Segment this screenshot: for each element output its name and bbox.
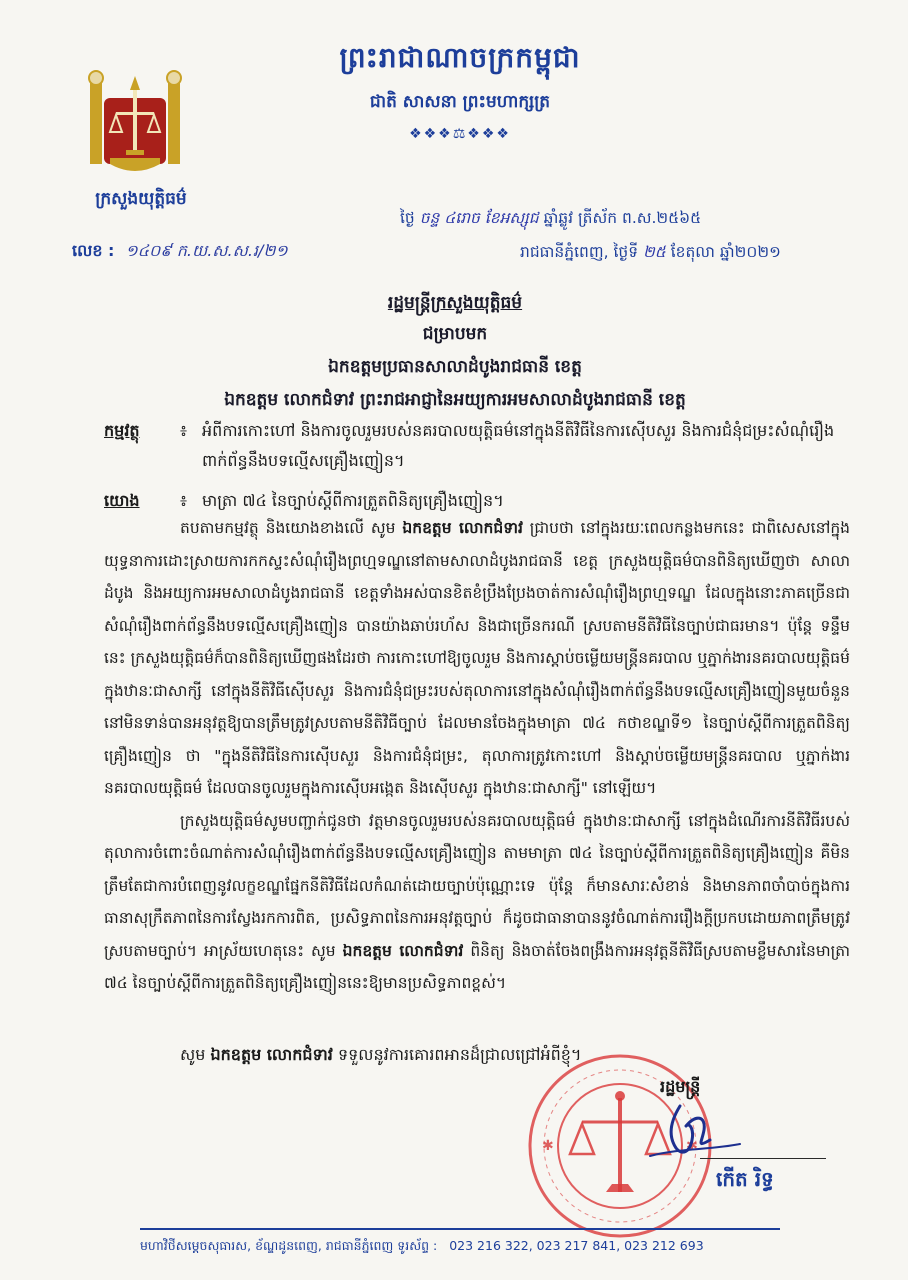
recipient-line-1: ឯកឧត្តមប្រធានសាលាដំបូងរាជធានី ខេត្ត — [328, 357, 582, 377]
document-number-label: លេខ : — [72, 241, 115, 260]
closing-honorific: ឯកឧត្តម លោកជំទាវ — [210, 1045, 333, 1064]
recipient-line-2: ឯកឧត្តម លោកជំទាវ ព្រះរាជអាជ្ញានៃអយ្យការអមសាលាដំបូងរាជធានី ខេត្ត — [224, 390, 686, 410]
reference-text: មាត្រា ៧៤ នៃច្បាប់ស្តីពីការត្រួតពិនិត្យគ្រឿងញៀន។ — [202, 491, 504, 510]
handwritten-signature-icon — [640, 1096, 750, 1166]
subject-text: អំពីការកោះហៅ និងការចូលរួមរបស់នគរបាលយុត្តិធម៌នៅក្នុងនីតិវិធីនៃការស៊ើបសួរ និងការជំនុំជម្រះសំណុំរឿងពាក់ព័ន្ធនឹងបទល្មើសគ្រឿងញៀន។ — [202, 421, 835, 470]
address-block — [60, 292, 850, 414]
footer-phones: 023 216 322, 023 217 841, 023 212 693 — [449, 1238, 704, 1253]
document-number — [72, 240, 288, 264]
lunar-date-prefix: ថ្ងៃ — [400, 209, 415, 227]
minister-name: កើត រិទ្ធ — [716, 1167, 774, 1191]
footer-address: មហាវិថីសម្តេចសុធារស, ខ័ណ្ឌដូនពេញ, រាជធានីភ្នំពេញ ទូរស័ព្ទ : — [140, 1238, 438, 1253]
solar-date-prefix: រាជធានីភ្នំពេញ, ថ្ងៃទី — [520, 243, 639, 261]
svg-text:✱: ✱ — [542, 1138, 554, 1154]
body-paragraph-1-part-b: ជ្រាបថា នៅក្នុងរយៈពេលកន្លងមកនេះ ជាពិសេសនៅក្នុងយុទ្ធនាការដោះស្រាយការកកស្ទះសំណុំរឿងព្រហ្មទណ្ឌនៅតាមសាលាដំបូងរាជធានី ខេត្ត ក្រសួងយុត្តិធម៌បានពិនិត្យឃើញថា សាលាដំបូង និងអយ្យការអមសាលាដំបូងរាជធានី ខេត្តទាំងអស់បានខិតខំប្រឹងប្រែងចាត់ការសំណុំរឿងព្រហ្មទណ្ឌ ដែលក្នុងនោះភាគច្រើនជាសំណុំរឿងពាក់ព័ន្ធនឹងបទល្មើសគ្រឿងញៀន បានយ៉ាងឆាប់រហ័ស និងជាច្រើនករណី ស្របតាមនីតិវិធីនៃច្បាប់ជាធរមាន។ ប៉ុន្តែ ទន្ទឹមនេះ ក្រសួងយុត្តិធម៌ក៏បានពិនិត្យឃើញផងដែរថា ការកោះហៅឱ្យចូលរួម និងការស្តាប់ចម្លើយមន្ត្រីនគរបាល ឬភ្នាក់ងារនគរបាលយុត្តិធម៌ ក្នុងឋានៈជាសាក្សី នៅក្នុងនីតិវិធីស៊ើបសួរ និងការជំនុំជម្រះរបស់តុលាការនៅក្នុងសំណុំរឿងពាក់ព័ន្ធនឹងបទល្មើសគ្រឿងញៀនមួយចំនួន នៅមិនទាន់បានអនុវត្តឱ្យបានត្រឹមត្រូវស្របតាមនីតិវិធីច្បាប់ ដែលមានចែងក្នុងមាត្រា ៧៤ កថាខណ្ឌទី១ នៃច្បាប់ស្តីពីការត្រួតពិនិត្យគ្រឿងញៀន ថា "ក្នុងនីតិវិធីនៃការស៊ើបសួរ និងការជំនុំជម្រះ, តុលាការត្រូវកោះហៅ និងស្តាប់ចម្លើយមន្ត្រីនគរបាល ឬភ្នាក់ងារនគរបាលយុត្តិធម៌ ដែលបានចូលរួមក្នុងការស៊ើបអង្កេត និងស៊ើបសួរ ក្នុងឋានៈជាសាក្សី" នៅឡើយ។ — [104, 519, 850, 797]
solar-date-suffix: ខែតុលា ឆ្នាំ២០២១ — [670, 243, 781, 261]
reference-colon: ៖ — [180, 491, 188, 510]
ministry-emblem-icon — [82, 70, 188, 182]
subject-reference-block — [104, 416, 844, 526]
letterhead-ornament: ❖❖❖⚖❖❖❖ — [409, 126, 511, 142]
solar-date — [520, 242, 840, 265]
ministry-name: ក្រសួងយុត្តិធម៌ — [95, 189, 187, 209]
kingdom-title: ព្រះរាជាណាចក្រកម្ពុជា — [339, 41, 581, 74]
subject-label: កម្មវត្ថុ — [104, 421, 140, 440]
body-paragraph-2-honorific: ឯកឧត្តម លោកជំទាវ — [342, 941, 464, 960]
signature-underline — [700, 1158, 826, 1159]
subject-colon: ៖ — [180, 421, 188, 440]
body-paragraph-2-part-b: ពិនិត្យ និងចាត់ចែងពង្រឹងការអនុវត្តនីតិវិធីស្របតាមខ្លឹមសារនៃមាត្រា ៧៤ នៃច្បាប់ស្តីពីការត្រួតពិនិត្យគ្រឿងញៀននេះឱ្យមានប្រសិទ្ធភាពខ្ពស់។ — [104, 941, 850, 992]
minister-title: រដ្ឋមន្ត្រី — [660, 1077, 701, 1096]
letter-body — [104, 512, 850, 1000]
lunar-date-suffix: ឆ្នាំឆ្លូវ ត្រីស័ក ព.ស.២៥៦៥ — [543, 209, 702, 227]
svg-text:✱: ✱ — [686, 1138, 698, 1154]
body-paragraph-1-part-a: តបតាមកម្មវត្ថុ និងយោងខាងលើ សូម — [180, 519, 403, 537]
national-motto: ជាតិ សាសនា ព្រះមហាក្សត្រ — [369, 92, 551, 112]
body-paragraph-1-honorific: ឯកឧត្តម លោកជំទាវ — [402, 519, 523, 537]
solar-date-day: ២៥ — [643, 243, 666, 261]
footer — [140, 1238, 780, 1257]
closing-part-b: ទទួលនូវការគោរពអានដ៏ជ្រាលជ្រៅអំពីខ្ញុំ។ — [332, 1045, 582, 1064]
body-paragraph-2-part-a: ក្រសួងយុត្តិធម៌សូមបញ្ជាក់ជូនថា វត្តមានចូលរួមរបស់នគរបាលយុត្តិធម៌ ក្នុងឋានៈជាសាក្សី នៅក្នុងដំណើរការនីតិវិធីរបស់តុលាការចំពោះចំណាត់ការសំណុំរឿងពាក់ព័ន្ធនឹងបទល្មើសគ្រឿងញៀន តាមមាត្រា ៧៤ នៃច្បាប់ស្តីពីការត្រួតពិនិត្យគ្រឿងញៀន គឺមិនត្រឹមតែជាការបំពេញនូវលក្ខខណ្ឌផ្នែកនីតិវិធីដែលកំណត់ដោយច្បាប់ប៉ុណ្ណោះទេ ប៉ុន្តែ ក៏មានសារៈសំខាន់ និងមានភាពចាំបាច់ក្នុងការធានាសុក្រឹតភាពនៃការស្វែងរកការពិត, ប្រសិទ្ធភាពនៃការអនុវត្តច្បាប់ ក៏ដូចជាធានាបាននូវចំណាត់ការរឿងក្តីប្រកបដោយភាពត្រឹមត្រូវស្របតាមច្បាប់។ អាស្រ័យហេតុនេះ សូម — [104, 811, 850, 960]
document-number-value: ១៤០៩ ក.យ.ស.ស.រ/២១ — [125, 241, 288, 260]
subject-row — [104, 416, 844, 476]
lunar-date-handwritten: ចន្ទ ៤រោច ខែអស្សុជ — [419, 209, 539, 227]
closing-part-a: សូម — [180, 1045, 211, 1064]
reference-label: យោង — [104, 491, 140, 510]
body-paragraph-1 — [104, 512, 850, 805]
to-label: ជម្រាបមក — [422, 324, 488, 344]
footer-divider — [140, 1228, 780, 1230]
lunar-date — [400, 208, 840, 231]
letterhead — [250, 40, 670, 142]
body-paragraph-2 — [104, 805, 850, 1000]
sender-title: រដ្ឋមន្ត្រីក្រសួងយុត្តិធម៌ — [387, 293, 523, 313]
